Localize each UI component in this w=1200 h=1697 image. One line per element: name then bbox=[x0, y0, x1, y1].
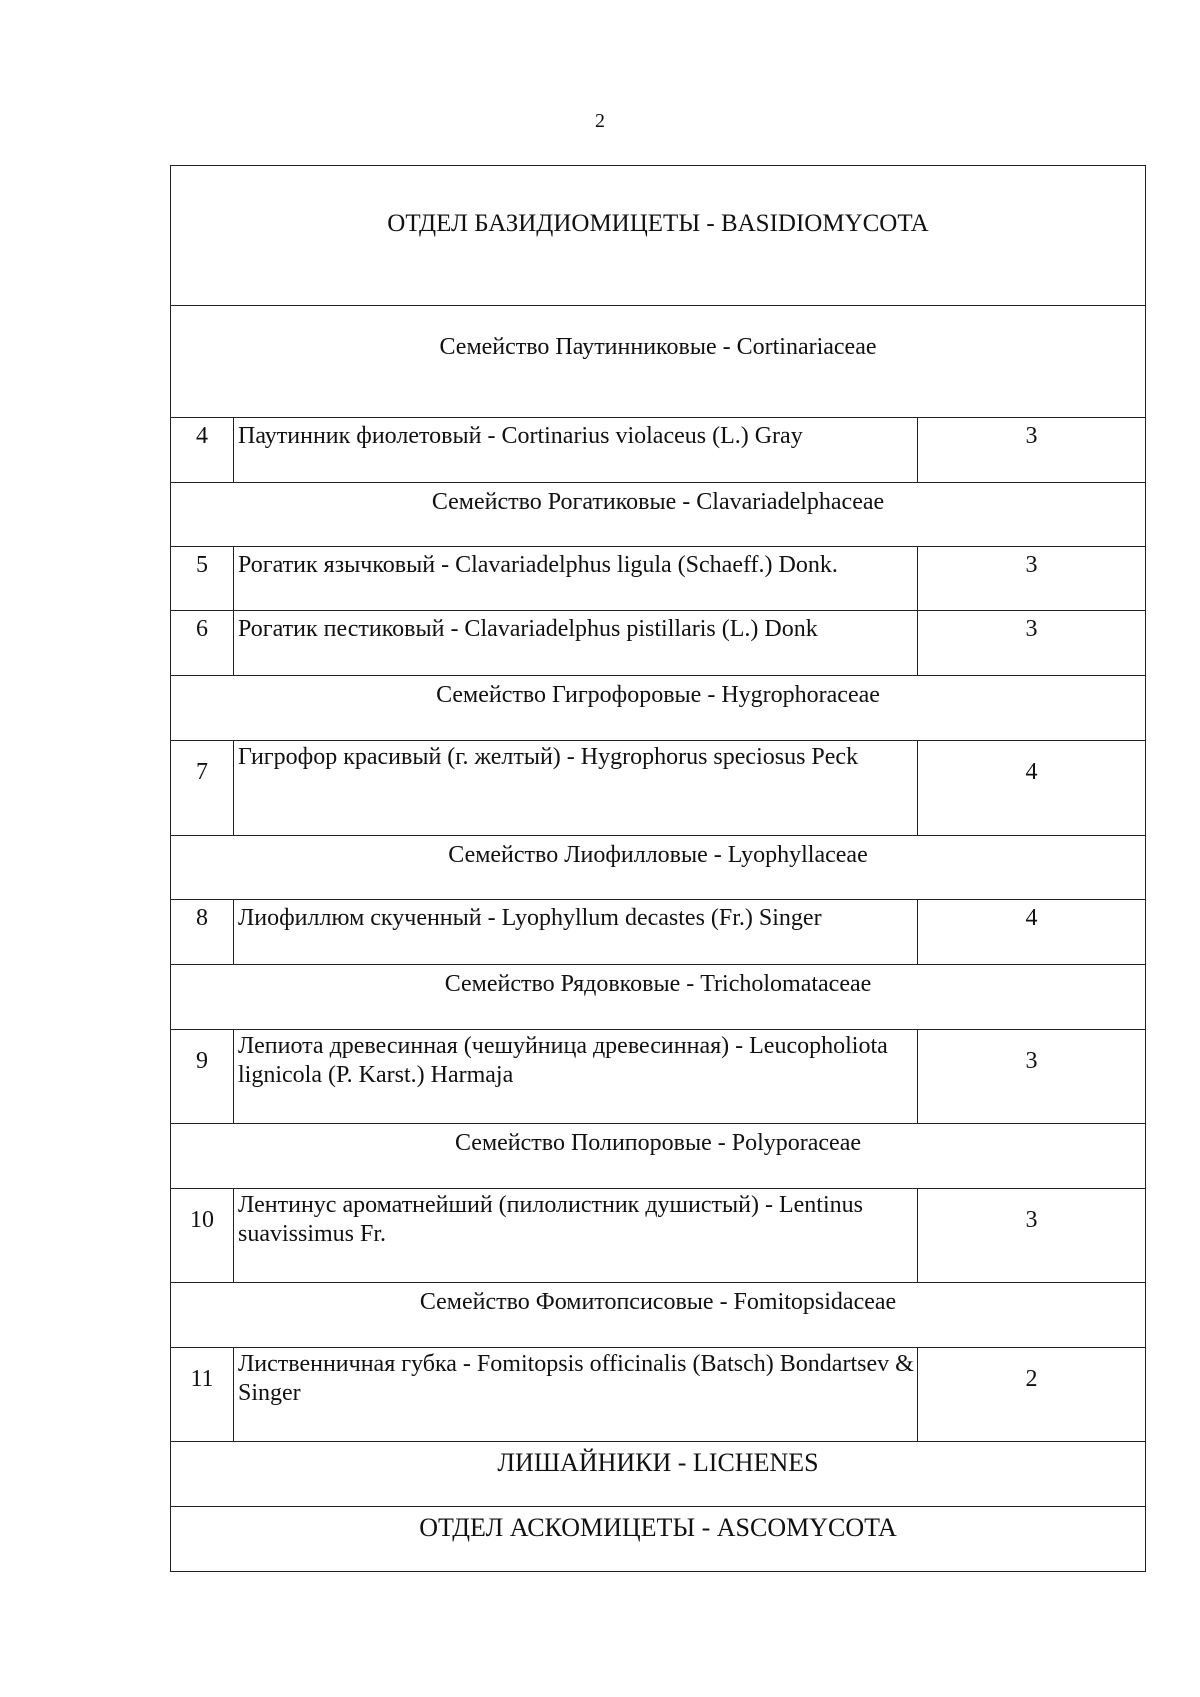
rarity-category: 3 bbox=[918, 418, 1146, 483]
species-number: 10 bbox=[171, 1189, 234, 1283]
family-row bbox=[171, 836, 1146, 900]
family-row bbox=[171, 483, 1146, 547]
species-name: Паутинник фиолетовый - Cortinarius violaceus (L.) Gray bbox=[234, 418, 918, 483]
species-number: 4 bbox=[171, 418, 234, 483]
family-heading: Семейство Рогатиковые - Clavariadelphaceae bbox=[171, 483, 1146, 547]
species-number: 5 bbox=[171, 547, 234, 611]
species-number: 6 bbox=[171, 611, 234, 676]
family-row bbox=[171, 306, 1146, 418]
species-number: 9 bbox=[171, 1030, 234, 1124]
family-row bbox=[171, 965, 1146, 1030]
family-heading: Семейство Рядовковые - Tricholomataceae bbox=[171, 965, 1146, 1030]
rarity-category: 3 bbox=[918, 1189, 1146, 1283]
family-heading: Семейство Фомитопсисовые - Fomitopsidaceae bbox=[171, 1283, 1146, 1348]
table-row bbox=[171, 1030, 1146, 1124]
division-heading: ОТДЕЛ АСКОМИЦЕТЫ - ASCOMYCOTA bbox=[171, 1507, 1146, 1572]
rarity-category: 2 bbox=[918, 1348, 1146, 1442]
family-heading: Семейство Гигрофоровые - Hygrophoraceae bbox=[171, 676, 1146, 741]
family-heading: Семейство Полипоровые - Polyporaceae bbox=[171, 1124, 1146, 1189]
table-row bbox=[171, 418, 1146, 483]
lichenes-heading: ЛИШАЙНИКИ - LICHENES bbox=[171, 1442, 1146, 1507]
table-row bbox=[171, 1189, 1146, 1283]
rarity-category: 3 bbox=[918, 611, 1146, 676]
species-table bbox=[170, 165, 1146, 1572]
species-name: Лиственничная губка - Fomitopsis officinalis (Batsch) Bondartsev & Singer bbox=[234, 1348, 918, 1442]
lichenes-row bbox=[171, 1442, 1146, 1507]
species-name: Лентинус ароматнейший (пилолистник душистый) - Lentinus suavissimus Fr. bbox=[234, 1189, 918, 1283]
species-name: Рогатик язычковый - Clavariadelphus ligula (Schaeff.) Donk. bbox=[234, 547, 918, 611]
rarity-category: 3 bbox=[918, 1030, 1146, 1124]
rarity-category: 4 bbox=[918, 900, 1146, 965]
family-row bbox=[171, 1283, 1146, 1348]
species-number: 7 bbox=[171, 741, 234, 836]
division-row bbox=[171, 1507, 1146, 1572]
family-heading: Семейство Лиофилловые - Lyophyllaceae bbox=[171, 836, 1146, 900]
species-number: 11 bbox=[171, 1348, 234, 1442]
species-name: Лепиота древесинная (чешуйница древесинная) - Leucopholiota lignicola (P. Karst.) Harmaja bbox=[234, 1030, 918, 1124]
rarity-category: 3 bbox=[918, 547, 1146, 611]
table-row bbox=[171, 611, 1146, 676]
table-row bbox=[171, 900, 1146, 965]
species-number: 8 bbox=[171, 900, 234, 965]
page-number: 2 bbox=[595, 110, 605, 132]
rarity-category: 4 bbox=[918, 741, 1146, 836]
species-name: Лиофиллюм скученный - Lyophyllum decastes (Fr.) Singer bbox=[234, 900, 918, 965]
table-row bbox=[171, 547, 1146, 611]
species-name: Рогатик пестиковый - Clavariadelphus pistillaris (L.) Donk bbox=[234, 611, 918, 676]
table-row bbox=[171, 1348, 1146, 1442]
table-row bbox=[171, 741, 1146, 836]
species-name: Гигрофор красивый (г. желтый) - Hygrophorus speciosus Peck bbox=[234, 741, 918, 836]
family-heading: Семейство Паутинниковые - Cortinariaceae bbox=[171, 306, 1146, 418]
family-row bbox=[171, 676, 1146, 741]
family-row bbox=[171, 1124, 1146, 1189]
division-heading: ОТДЕЛ БАЗИДИОМИЦЕТЫ - BASIDIOMYCOTA bbox=[171, 166, 1146, 306]
division-row bbox=[171, 166, 1146, 306]
